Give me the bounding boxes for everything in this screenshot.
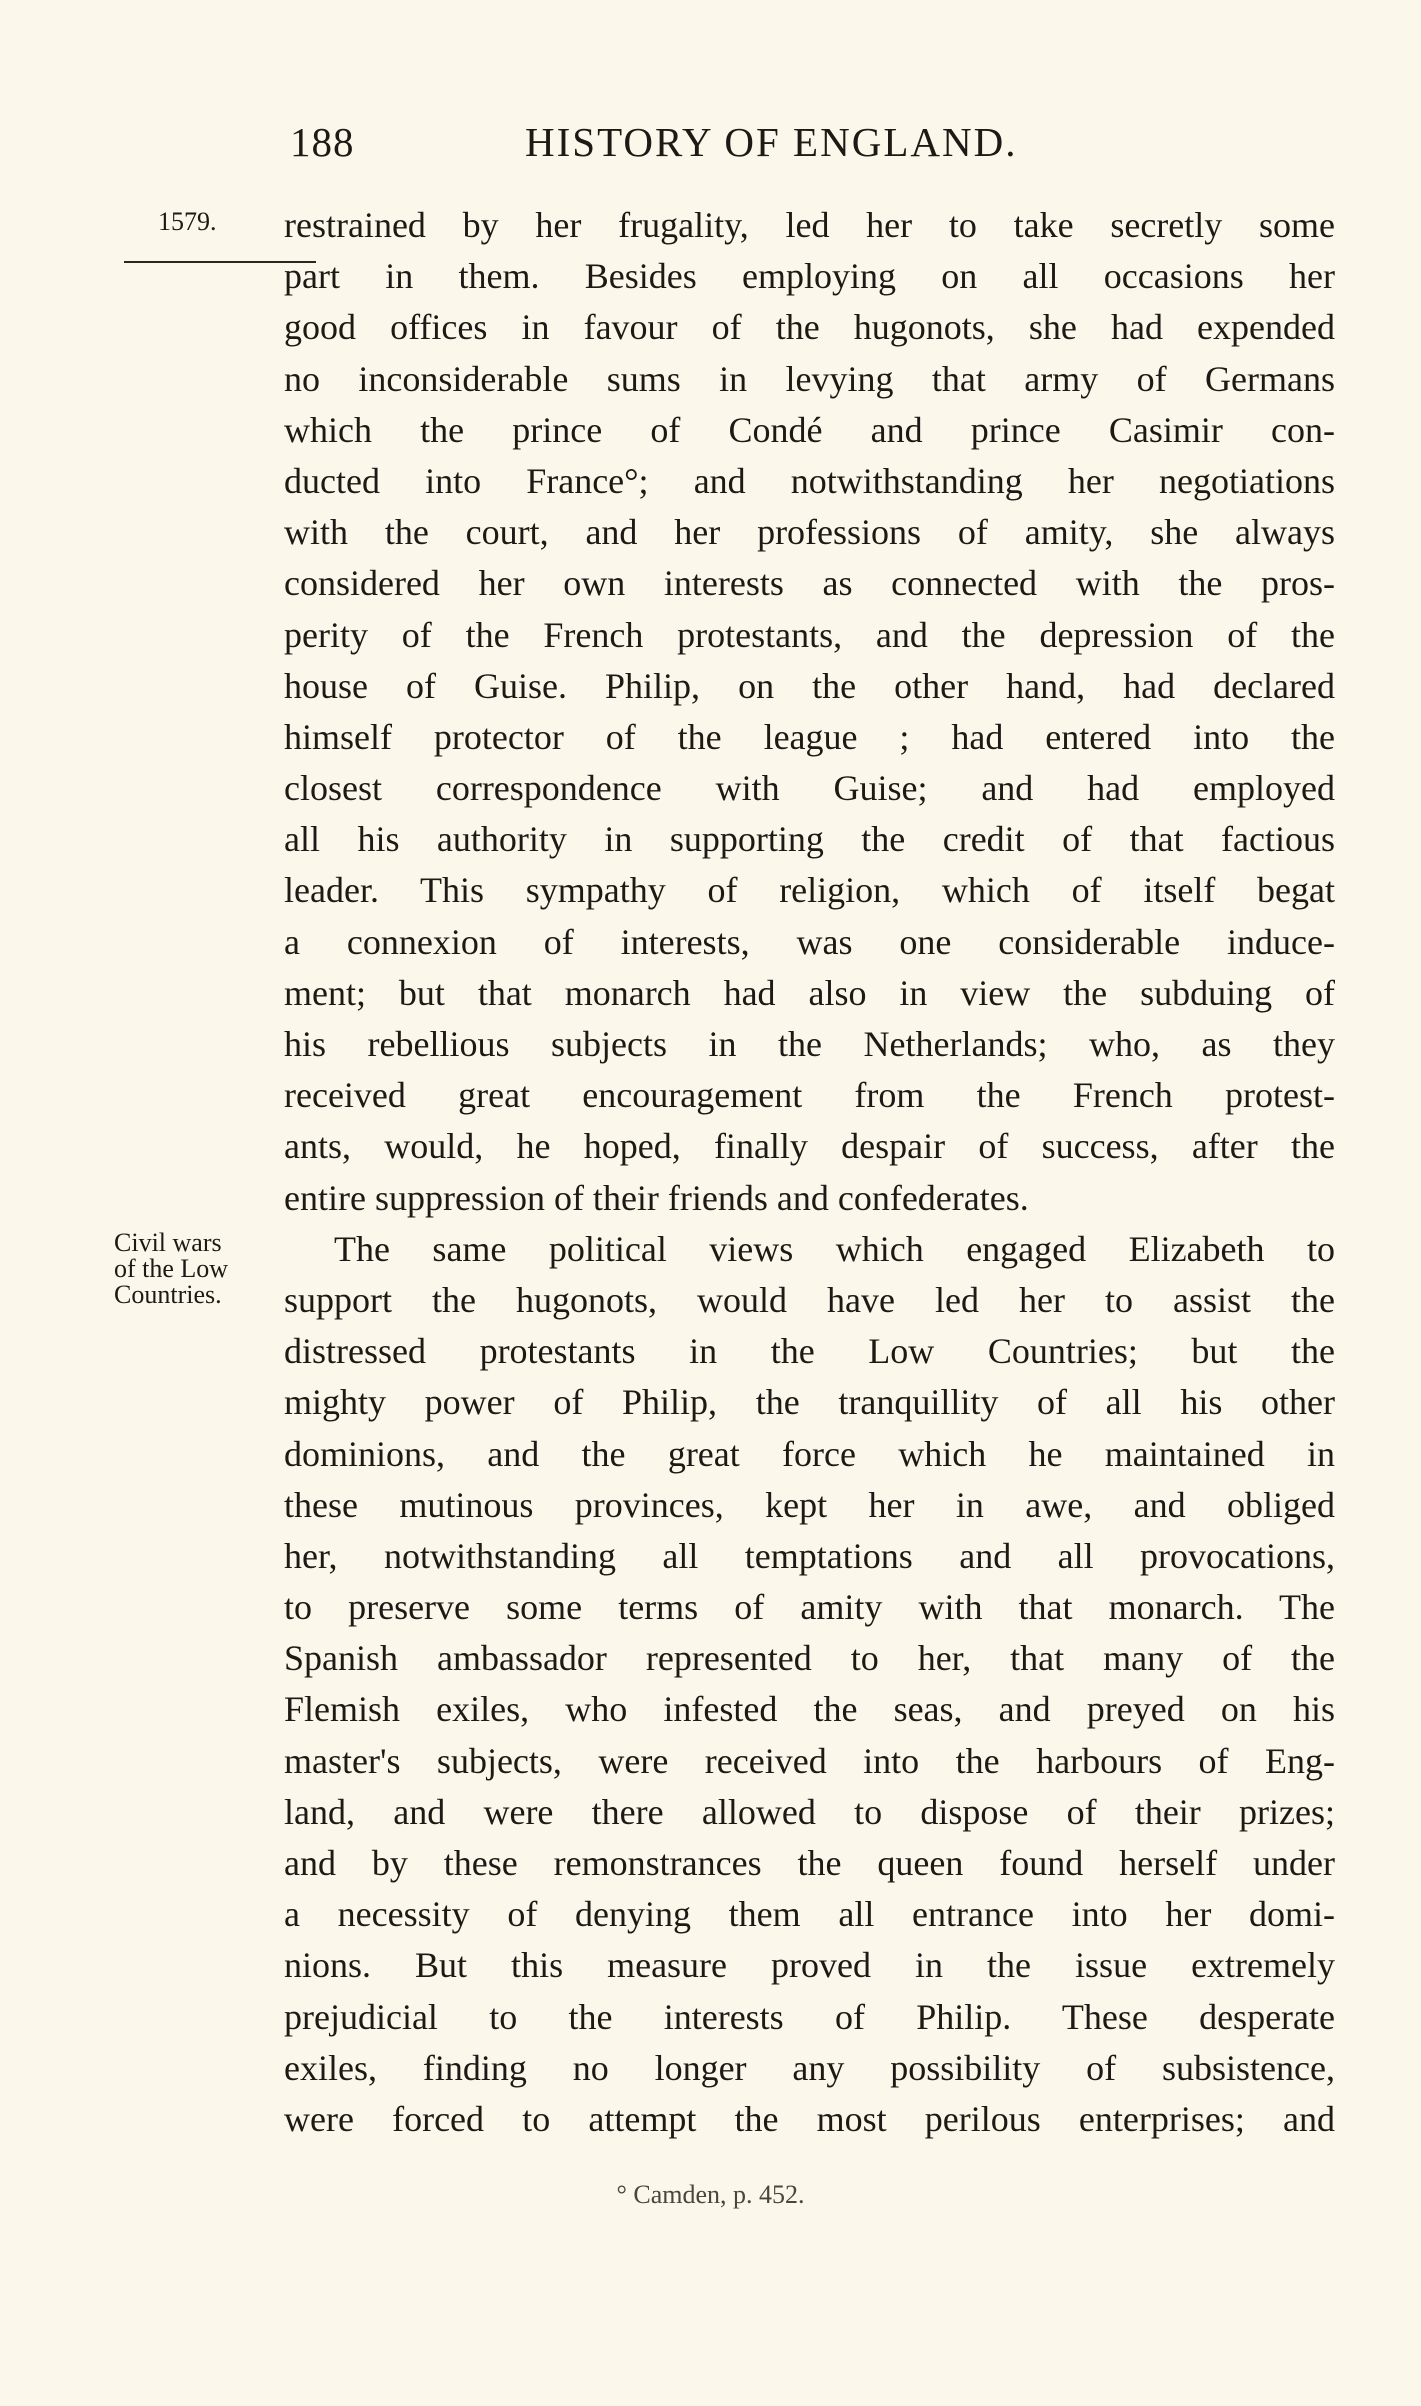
text-line: and by these remonstrances the queen found herself under (284, 1843, 1335, 1883)
sidenote-line: Civil wars (114, 1228, 222, 1257)
text-line: restrained by her frugality, led her to take secretly some (284, 205, 1335, 245)
text-line: mighty power of Philip, the tranquillity of all his other (284, 1382, 1335, 1423)
text-line: prejudicial to the interests of Philip. These desperate (284, 1996, 1335, 2037)
text-line: Spanish ambassador represented to her, that many of the (284, 1638, 1335, 1679)
text-line: Flemish exiles, who infested the seas, and preyed on his (284, 1689, 1335, 1730)
text-line: his rebellious subjects in the Netherlands; who, as they (284, 1024, 1335, 1064)
text-line: a connexion of interests, was one considerable induce- (284, 921, 1335, 962)
text-line: were forced to attempt the most perilous enterprises; and (284, 2098, 1335, 2139)
text-line: a necessity of denying them all entrance into her domi- (284, 1894, 1335, 1935)
text-line: distressed protestants in the Low Countries; but the (284, 1331, 1335, 1372)
text-line: considered her own interests as connected with the pros- (284, 563, 1335, 604)
text-line: master's subjects, were received into the harbours of Eng- (284, 1740, 1335, 1781)
text-line: these mutinous provinces, kept her in awe, and obliged (284, 1484, 1335, 1525)
text-line: house of Guise. Philip, on the other hand, had declared (284, 665, 1335, 706)
text-line: part in them. Besides employing on all occasions her (284, 256, 1335, 297)
text-line: received great encouragement from the French protest- (284, 1075, 1335, 1116)
page-number: 188 (290, 119, 355, 165)
text-line: leader. This sympathy of religion, which of itself begat (284, 870, 1335, 911)
margin-sidenote (114, 1230, 284, 1308)
text-line: entire suppression of their friends and confederates. (284, 1177, 1029, 1218)
page-header (290, 118, 1110, 178)
text-line: ducted into France°; and notwithstanding her negotiations (284, 460, 1335, 501)
sidenote-line: Countries. (114, 1280, 222, 1309)
text-line: which the prince of Condé and prince Casimir con- (284, 409, 1335, 450)
footnote: ° Camden, p. 452. (616, 2180, 805, 2209)
text-line: land, and were there allowed to dispose of their prizes; (284, 1791, 1335, 1832)
text-line: closest correspondence with Guise; and had employed (284, 768, 1335, 809)
text-line: ment; but that monarch had also in view the subduing of (284, 972, 1335, 1013)
text-line: The same political views which engaged Elizabeth to (334, 1228, 1335, 1269)
text-line: with the court, and her professions of amity, she always (284, 512, 1335, 553)
margin-year: 1579. (158, 207, 217, 236)
running-title: HISTORY OF ENGLAND. (525, 119, 1018, 165)
text-line: her, notwithstanding all temptations and all provocations, (284, 1535, 1335, 1576)
text-line: exiles, finding no longer any possibility of subsistence, (284, 2047, 1335, 2088)
sidenote-line: of the Low (114, 1254, 229, 1283)
body-text (284, 200, 1335, 2145)
text-line: nions. But this measure proved in the issue extremely (284, 1945, 1335, 1986)
text-line: dominions, and the great force which he maintained in (284, 1433, 1335, 1474)
text-line: to preserve some terms of amity with that monarch. The (284, 1587, 1335, 1628)
text-line: all his authority in supporting the credit of that factious (284, 819, 1335, 860)
text-line: ants, would, he hoped, finally despair of success, after the (284, 1126, 1335, 1167)
text-line: good offices in favour of the hugonots, she had expended (284, 307, 1335, 348)
text-line: perity of the French protestants, and the depression of the (284, 614, 1335, 655)
text-line: no inconsiderable sums in levying that army of Germans (284, 358, 1335, 399)
text-line: himself protector of the league ; had entered into the (284, 716, 1335, 757)
text-line: support the hugonots, would have led her to assist the (284, 1279, 1335, 1320)
